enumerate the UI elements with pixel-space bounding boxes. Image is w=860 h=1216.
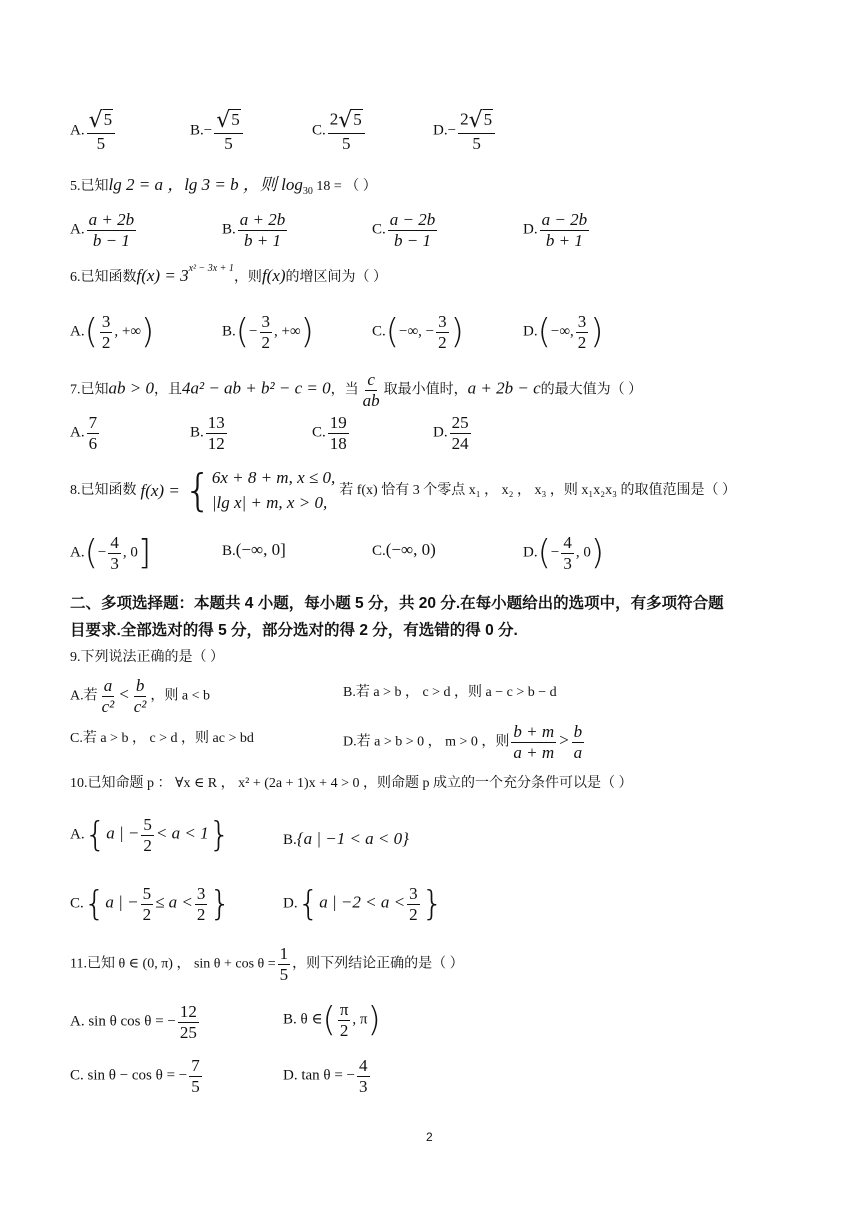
q6-option-a: A.( $\frac{3}{2}$ , +∞) xyxy=(70,312,155,353)
q10-option-c: C.{a | − $\frac{5}{2}$ ≤ a < $\frac{3}{2}$ } xyxy=(70,884,232,925)
piecewise-cases: 6x + 8 + m, x ≤ 0, |lg x| + m, x > 0, xyxy=(211,468,336,512)
q10-option-a: A.{a | − $\frac{5}{2}$ < a < 1} xyxy=(70,815,231,856)
q7-stem: 7.已知ab > 0，且4a² − ab + b² − c = 0，当 $\frac{c}{ab}$ 取最小值时，a + 2b − c的最大值为（ ） xyxy=(70,370,643,410)
q8-option-b: B.(−∞, 0] xyxy=(222,540,286,559)
q4-option-a xyxy=(70,108,117,154)
q7-option-c: C. $\frac{19}{18}$ xyxy=(312,413,347,453)
q5-option-b: B. $\frac{a + 2b}{b + 1}$ xyxy=(222,210,286,250)
q4-option-b: B.− $\frac{√5}{5}$ xyxy=(190,108,245,154)
q5-option-c: C. $\frac{a - 2b}{b - 1}$ xyxy=(372,210,436,250)
section-heading: 二、多项选择题：本题共 4 小题，每小题 5 分，共 20 分.在每小题给出的选项中，有多项符合题 xyxy=(70,595,724,612)
q11-option-c: C. sin θ − cos θ = − $\frac{7}{5}$ xyxy=(70,1056,200,1096)
q9-option-c: C.若 a > b ， c > d ，则 ac > bd xyxy=(70,731,254,746)
q6-option-d: D.(−∞, $\frac{3}{2}$ ) xyxy=(523,312,604,353)
q9-option-a: A.若 $\frac{a}{\text{c²}}$ < $\frac{b}{\text{c²}}$ ，则 a < b xyxy=(70,676,211,716)
fraction: $\frac{√5}{5}$ xyxy=(214,108,243,154)
q9-option-d: D.若 a > b > 0 ， m > 0 ，则 $\frac{b + m}{a + m}$ > $\frac{b}{a}$ xyxy=(343,722,583,762)
q5-stem: 5.已知lg 2 = a ，lg 3 = b ，则 $\log_{30} 18$ = （ ） xyxy=(70,175,377,197)
q6-option-b: B.(− $\frac{3}{2}$ , +∞) xyxy=(222,312,314,353)
q8-option-a: A.(− $\frac{4}{3}$ , 0] xyxy=(70,533,152,574)
option-label: A. xyxy=(70,122,85,139)
q11-option-b: B. θ ∈( $\frac{\pi}{2}$ , π) xyxy=(283,1000,381,1041)
q9-stem: 9.下列说法正确的是（ ） xyxy=(70,650,224,665)
option-label: B. xyxy=(190,122,204,139)
section-heading-cont: 目要求.全部选对的得 5 分，部分选对的得 2 分，有选错的得 0 分. xyxy=(70,622,518,639)
fraction: $\frac{2√5}{5}$ xyxy=(458,108,495,154)
q10-option-b: B.{a | −1 < a < 0} xyxy=(283,829,409,848)
q7-option-d: D. $\frac{25}{24}$ xyxy=(433,413,469,453)
q9-option-b: B.若 a > b ， c > d ，则 a − c > b − d xyxy=(343,685,557,700)
option-label: C. xyxy=(312,122,326,139)
q6-stem: 6.已知函数$f(x) = 3^{x^2 - 3x + 1}$，则f(x)的增区间为（ ） xyxy=(70,263,388,285)
q10-option-d: D.{a | −2 < a < $\frac{3}{2}$ } xyxy=(283,884,444,925)
option-label: D. xyxy=(433,122,448,139)
fraction: $\frac{√5}{5}$ xyxy=(87,108,116,154)
q4-option-c xyxy=(312,108,367,154)
q7-option-a: A. $\frac{7}{6}$ xyxy=(70,413,98,453)
q11-stem: 11.已知 θ ∈ (0, π) ， sin θ + cos θ = $\frac{1}{5}$ ，则下列结论正确的是（ ） xyxy=(70,944,464,984)
q6-option-c: C.(−∞, − $\frac{3}{2}$ ) xyxy=(372,312,464,353)
page-number: 2 xyxy=(426,1130,433,1144)
q11-option-a: A. sin θ cos θ = − $\frac{12}{25}$ xyxy=(70,1002,197,1042)
q5-option-a: A. $\frac{a + 2b}{b - 1}$ xyxy=(70,210,135,250)
q8-stem: 8.已知函数 f(x) = { 6x + 8 + m, x ≤ 0, |lg x| + m, x > 0, 若 f(x) 恰有 3 个零点 x₁ ， x₂ ， x₃ ，则 x₁x₂x₃ 的取值范围是（ ） xyxy=(70,464,736,516)
q5-option-d: D. $\frac{a - 2b}{b + 1}$ xyxy=(523,210,588,250)
q7-option-b: B. $\frac{13}{12}$ xyxy=(190,413,225,453)
q10-stem: 10.已知命题 p ： ∀x ∈ R ， x² + (2a + 1)x + 4 > 0 ，则命题 p 成立的一个充分条件可以是（ ） xyxy=(70,776,633,791)
fraction: $\frac{2√5}{5}$ xyxy=(328,108,365,154)
q8-option-c: C.(−∞, 0) xyxy=(372,540,436,559)
q4-option-d: D.− $\frac{2√5}{5}$ xyxy=(433,108,497,154)
q8-option-d: D.(− $\frac{4}{3}$ , 0) xyxy=(523,533,605,574)
q11-option-d: D. tan θ = − $\frac{4}{3}$ xyxy=(283,1056,368,1096)
